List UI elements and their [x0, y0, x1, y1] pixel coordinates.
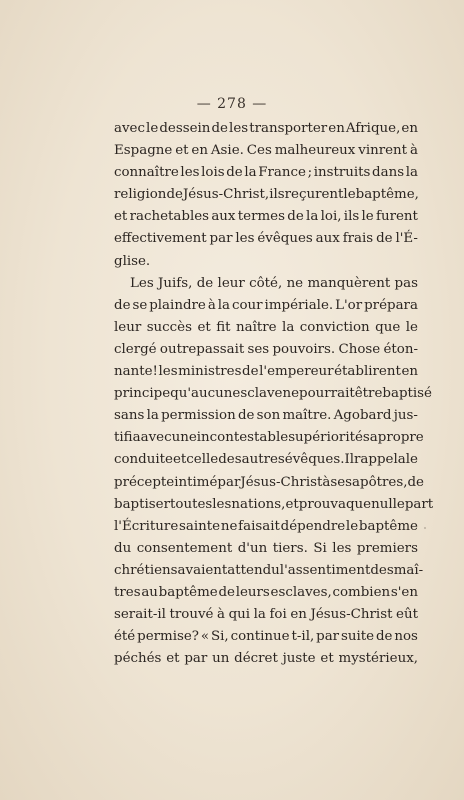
- word: le: [405, 452, 418, 468]
- word: rachetables: [129, 209, 210, 225]
- word: ne: [220, 518, 238, 534]
- word: Si,: [210, 629, 229, 645]
- text-line: [114, 206, 418, 228]
- text-line: [114, 184, 418, 206]
- text-line: [114, 295, 418, 317]
- text-line: [114, 383, 432, 405]
- word: «: [200, 629, 210, 645]
- word: maître.: [282, 408, 332, 424]
- word: t-il,: [291, 629, 315, 645]
- word: établirent: [334, 364, 401, 380]
- text-line: [114, 228, 418, 250]
- word: vinrent: [358, 143, 408, 159]
- word: Les: [130, 275, 154, 291]
- word: supériorité: [288, 430, 363, 446]
- word: nos: [394, 629, 418, 645]
- word: baptême: [158, 584, 218, 600]
- word: des: [370, 562, 394, 578]
- word: le: [361, 209, 374, 225]
- word: religion: [114, 187, 167, 203]
- word: de: [407, 474, 424, 490]
- word: pouvoirs.: [272, 341, 336, 357]
- word: baptême,: [355, 187, 419, 203]
- word: aux: [315, 231, 340, 247]
- word: rappela: [354, 452, 406, 468]
- word: de: [287, 209, 304, 225]
- word: serait-il: [114, 607, 166, 623]
- text-line: [114, 140, 418, 162]
- word: autres: [241, 452, 285, 468]
- word: incontestable: [196, 430, 289, 446]
- word: la: [282, 319, 295, 335]
- word: l'empereur: [259, 364, 334, 380]
- word: furent: [376, 209, 418, 225]
- word: en: [290, 607, 307, 623]
- word: Afrique,: [345, 121, 401, 136]
- text-line: [114, 339, 418, 361]
- word: aux: [211, 209, 236, 225]
- word: clergé: [114, 341, 157, 357]
- word: sainte: [179, 518, 221, 534]
- word: eût: [396, 607, 418, 623]
- word: apôtres,: [352, 474, 408, 490]
- text-line: [114, 560, 424, 582]
- word: tres: [114, 584, 141, 600]
- word: de: [218, 584, 235, 600]
- word: manquèrent: [307, 275, 391, 291]
- word: la: [244, 165, 257, 181]
- text-line: [114, 604, 418, 626]
- text-line: [114, 118, 418, 140]
- text-line: [114, 582, 418, 604]
- word: intimé: [174, 474, 218, 490]
- word: trouvé: [169, 607, 214, 623]
- word: par: [217, 474, 241, 490]
- word: le: [405, 319, 418, 335]
- word: par: [184, 651, 208, 667]
- text-line: [114, 516, 418, 538]
- word: de: [166, 187, 183, 203]
- word: chrétiens: [114, 562, 178, 578]
- word: principe: [114, 386, 171, 402]
- word: conduite: [114, 452, 173, 468]
- word: France: [258, 165, 306, 181]
- word: se: [132, 297, 148, 313]
- word: par: [209, 231, 233, 247]
- word: premiers: [356, 540, 418, 556]
- word: combien: [332, 584, 391, 600]
- word: en: [401, 121, 418, 136]
- word: leur: [217, 275, 245, 291]
- text-line: [114, 361, 418, 383]
- word: permission: [161, 408, 236, 424]
- text-line: [114, 405, 418, 427]
- body-text: [114, 118, 434, 670]
- word: de: [196, 275, 214, 291]
- word: au: [141, 584, 158, 600]
- text-line: [114, 317, 418, 339]
- word: jus-: [393, 408, 418, 424]
- word: prépara: [364, 297, 418, 313]
- word: avaient: [177, 562, 228, 578]
- word: baptême: [358, 518, 418, 534]
- word: ils: [269, 187, 285, 203]
- word: Chose: [338, 341, 381, 357]
- word: à: [409, 143, 418, 159]
- word: en: [328, 121, 345, 136]
- text-line: [114, 162, 418, 184]
- text-line: [114, 538, 418, 560]
- word: propre: [377, 430, 424, 446]
- word: permise?: [137, 629, 199, 645]
- word: le: [345, 518, 359, 534]
- word: foi: [269, 607, 287, 623]
- word: toutes: [170, 496, 213, 512]
- word: les: [235, 231, 255, 247]
- text-line: [114, 626, 418, 648]
- word: pas: [394, 275, 418, 291]
- word: ministres: [178, 364, 242, 380]
- word: à: [217, 607, 226, 623]
- word: de: [211, 121, 228, 136]
- word: termes: [237, 209, 285, 225]
- word: sa: [362, 430, 378, 446]
- word: dans: [372, 165, 405, 181]
- word: ses: [330, 474, 353, 490]
- word: juste: [282, 651, 316, 667]
- text-line: [114, 648, 418, 670]
- word: naître: [235, 319, 277, 335]
- word: effectivement: [114, 231, 207, 247]
- word: esclave: [232, 386, 283, 402]
- word: évêques: [257, 231, 313, 247]
- word: et: [166, 651, 180, 667]
- word: cour: [231, 297, 263, 313]
- word: impériale.: [264, 297, 334, 313]
- word: baptisé: [382, 386, 432, 402]
- word: de: [375, 629, 393, 645]
- word: reçurent: [284, 187, 344, 203]
- word: des: [218, 452, 242, 468]
- word: transporter: [249, 121, 328, 136]
- word: côté,: [249, 275, 283, 291]
- text-line: [114, 494, 434, 516]
- text-line: [114, 427, 424, 449]
- word: outrepassait: [159, 341, 245, 357]
- word: leurs: [235, 584, 270, 600]
- word: s'en: [390, 584, 418, 600]
- word: éton-: [383, 341, 418, 357]
- word: de: [376, 231, 393, 247]
- word: prouva: [298, 496, 346, 512]
- word: leur: [114, 319, 142, 335]
- word: le: [343, 187, 356, 203]
- word: précepte: [114, 474, 175, 490]
- word: la: [217, 297, 231, 313]
- word: loi,: [320, 209, 342, 225]
- word: en: [401, 364, 418, 380]
- word: et: [285, 496, 299, 512]
- word: son: [256, 408, 281, 424]
- text-line: [114, 449, 418, 471]
- word: ;: [307, 165, 313, 181]
- word: sans: [114, 408, 145, 424]
- word: à: [207, 297, 216, 313]
- word: et: [197, 319, 211, 335]
- word: nations,: [231, 496, 286, 512]
- word: nulle: [371, 496, 405, 512]
- word: attendu: [227, 562, 280, 578]
- word: frais: [342, 231, 374, 247]
- word: Ces: [246, 143, 272, 159]
- word: qu'aucun: [170, 386, 233, 402]
- word: dessein: [159, 121, 211, 136]
- text-line: [114, 273, 418, 295]
- word: dépendre: [280, 518, 346, 534]
- word: connaître: [114, 165, 179, 181]
- text-line: [114, 472, 424, 494]
- word: l'Écriture: [114, 518, 179, 534]
- word: Jésus-Christ: [310, 607, 393, 623]
- word: la: [306, 209, 319, 225]
- word: tifia: [114, 430, 141, 446]
- word: part: [404, 496, 434, 512]
- word: Jésus-Christ,: [182, 187, 270, 203]
- paper-speck: [424, 527, 426, 529]
- word: l'É-: [395, 231, 418, 247]
- word: succès: [146, 319, 192, 335]
- word: être: [354, 386, 383, 402]
- word: à: [322, 474, 331, 490]
- word: mystérieux,: [338, 651, 418, 667]
- word: malheureux: [274, 143, 356, 159]
- text-line: glise.: [114, 253, 151, 269]
- word: un: [212, 651, 230, 667]
- word: l'assentiment: [279, 562, 371, 578]
- word: la: [146, 408, 159, 424]
- word: avec: [140, 430, 172, 446]
- word: les: [212, 496, 232, 512]
- word: consentement: [136, 540, 233, 556]
- word: du: [114, 540, 132, 556]
- word: qui: [228, 607, 251, 623]
- word: les: [332, 540, 352, 556]
- word: Agobard: [333, 408, 392, 424]
- word: tiers.: [272, 540, 308, 556]
- word: ses: [247, 341, 270, 357]
- word: Il: [344, 452, 355, 468]
- word: d'un: [237, 540, 268, 556]
- word: Si: [313, 540, 327, 556]
- word: les: [180, 165, 200, 181]
- word: la: [253, 607, 266, 623]
- word: conviction: [299, 319, 370, 335]
- word: de: [237, 408, 255, 424]
- word: Asie.: [210, 143, 244, 159]
- word: lois: [201, 165, 225, 181]
- word: décret: [234, 651, 278, 667]
- word: évêques.: [284, 452, 345, 468]
- word: le: [146, 121, 159, 136]
- word: pourrait: [299, 386, 355, 402]
- word: nante!: [114, 364, 158, 380]
- word: Jésus-Christ: [240, 474, 323, 490]
- word: la: [405, 165, 418, 181]
- word: esclaves,: [270, 584, 332, 600]
- word: une: [171, 430, 197, 446]
- word: de: [226, 165, 243, 181]
- word: suite: [340, 629, 375, 645]
- word: avec: [114, 121, 145, 136]
- word: ne: [282, 386, 300, 402]
- word: les: [229, 121, 249, 136]
- word: les: [158, 364, 178, 380]
- word: ne: [286, 275, 304, 291]
- word: et: [114, 209, 128, 225]
- word: continue: [230, 629, 290, 645]
- word: plaindre: [149, 297, 206, 313]
- word: de: [114, 297, 131, 313]
- word: maî-: [393, 562, 424, 578]
- word: de: [242, 364, 259, 380]
- word: que: [345, 496, 372, 512]
- word: et: [175, 143, 189, 159]
- word: faisait: [238, 518, 280, 534]
- word: L'or: [335, 297, 363, 313]
- word: péchés: [114, 651, 162, 667]
- word: instruits: [313, 165, 371, 181]
- word: fit: [216, 319, 231, 335]
- word: que: [375, 319, 401, 335]
- word: par: [316, 629, 340, 645]
- word: ils: [343, 209, 360, 225]
- word: Espagne: [114, 143, 173, 159]
- word: baptiser: [114, 496, 170, 512]
- word: et: [172, 452, 187, 468]
- word: Juifs,: [158, 275, 193, 291]
- word: celle: [186, 452, 219, 468]
- word: et: [320, 651, 334, 667]
- page-number: — 278 —: [196, 96, 268, 112]
- word: en: [191, 143, 208, 159]
- word: été: [114, 629, 136, 645]
